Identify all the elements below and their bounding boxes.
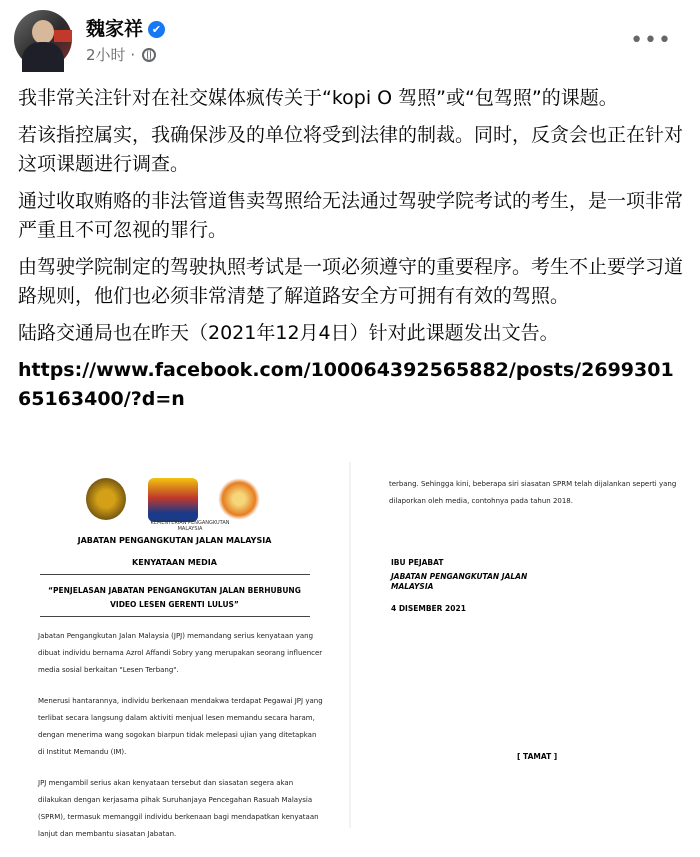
sig-line-2: JABATAN PENGANGKUTAN JALAN <box>391 572 528 581</box>
post-paragraph-5: 陆路交通局也在昨天（2021年12月4日）针对此课题发出文告。 <box>18 322 559 344</box>
doc-paragraph-3: JPJ mengambil serius akan kenyataan tersebut dan siasatan segera akan dilakukan dengan kerjasama pihak Suruhanjaya Pencegahan Rasuah Malaysia (SPRM), termasuk memanggil individu berkenaan bagi mendapatkan kenyataan lanjut dan membantu siasatan Jabatan. <box>38 779 319 838</box>
doc-end-marker: [ TAMAT ] <box>517 752 558 761</box>
separator-dot: · <box>130 46 136 64</box>
post-images <box>0 462 700 838</box>
post-time[interactable]: 2小时 <box>86 46 126 64</box>
press-release-page-2[interactable] <box>351 462 700 828</box>
doc-date: 4 DISEMBER 2021 <box>391 604 466 613</box>
post-meta <box>86 44 156 65</box>
post-header <box>14 10 686 70</box>
doc-subheading: KENYATAAN MEDIA <box>132 558 217 567</box>
anniversary-logo-icon <box>218 478 260 520</box>
more-options-icon[interactable]: ••• <box>630 28 672 53</box>
malaysia-coat-of-arms-icon <box>148 478 198 522</box>
doc-title-line-2: VIDEO LESEN GERENTI LULUS” <box>110 600 239 609</box>
doc-heading: JABATAN PENGANGKUTAN JALAN MALAYSIA <box>77 536 272 545</box>
verified-badge-icon: ✔ <box>148 21 165 38</box>
press-release-page-1[interactable] <box>0 462 349 838</box>
doc-title-line-1: “PENJELASAN JABATAN PENGANGKUTAN JALAN BERHUBUNG <box>48 586 301 595</box>
doc2-body <box>389 476 679 524</box>
avatar[interactable] <box>14 10 72 68</box>
post-paragraph-3: 通过收取贿赂的非法管道售卖驾照给无法通过驾驶学院考试的考生，是一项非常严重且不可忽视的罪行。 <box>18 190 684 241</box>
post-link[interactable]: https://www.facebook.com/100064392565882/posts/269930165163400/?d=n <box>18 359 674 410</box>
globe-icon[interactable] <box>142 48 156 62</box>
post-paragraph-1: 我非常关注针对在社交媒体疯传关于“kopi O 驾照”或“包驾照”的课题。 <box>18 87 618 109</box>
post-paragraph-4: 由驾驶学院制定的驾驶执照考试是一项必须遵守的重要程序。考生不止要学习道路规则，他们也必须非常清楚了解道路安全方可拥有有效的驾照。 <box>18 256 684 307</box>
author-name-text[interactable]: 魏家祥 <box>86 18 144 40</box>
post-paragraph-2: 若该指控属实，我确保涉及的单位将受到法律的制裁。同时，反贪会也正在针对这项课题进行调查。 <box>18 124 684 175</box>
post-text <box>18 84 686 422</box>
sig-line-3: MALAYSIA <box>391 582 434 591</box>
doc-body <box>38 628 324 857</box>
doc-paragraph-1: Jabatan Pengangkutan Jalan Malaysia (JPJ) memandang serius kenyataan yang dibuat individu bernama Azrol Affandi Sobry yang merupakan seorang influencer media sosial berkaitan "Lesen Terbang". <box>38 632 323 674</box>
sig-line-1: IBU PEJABAT <box>391 558 444 567</box>
ministry-label: KEMENTERIAN PENGANGKUTAN MALAYSIA <box>150 520 230 532</box>
doc2-paragraph-1: terbang. Sehingga kini, beberapa siri siasatan SPRM telah dijalankan seperti yang dilaporkan oleh media, contohnya pada tahun 2018. <box>389 480 677 505</box>
jpj-logo-icon <box>86 478 126 520</box>
author-name[interactable] <box>86 14 165 41</box>
doc-paragraph-2: Menerusi hantarannya, individu berkenaan mendakwa terdapat Pegawai JPJ yang terlibat secara langsung dalam aktiviti menjual lesen memandu secara haram, dengan menerima wang sogokan biarpun tidak melepasi ujian yang ditetapkan di Institut Memandu (IM). <box>38 697 323 756</box>
